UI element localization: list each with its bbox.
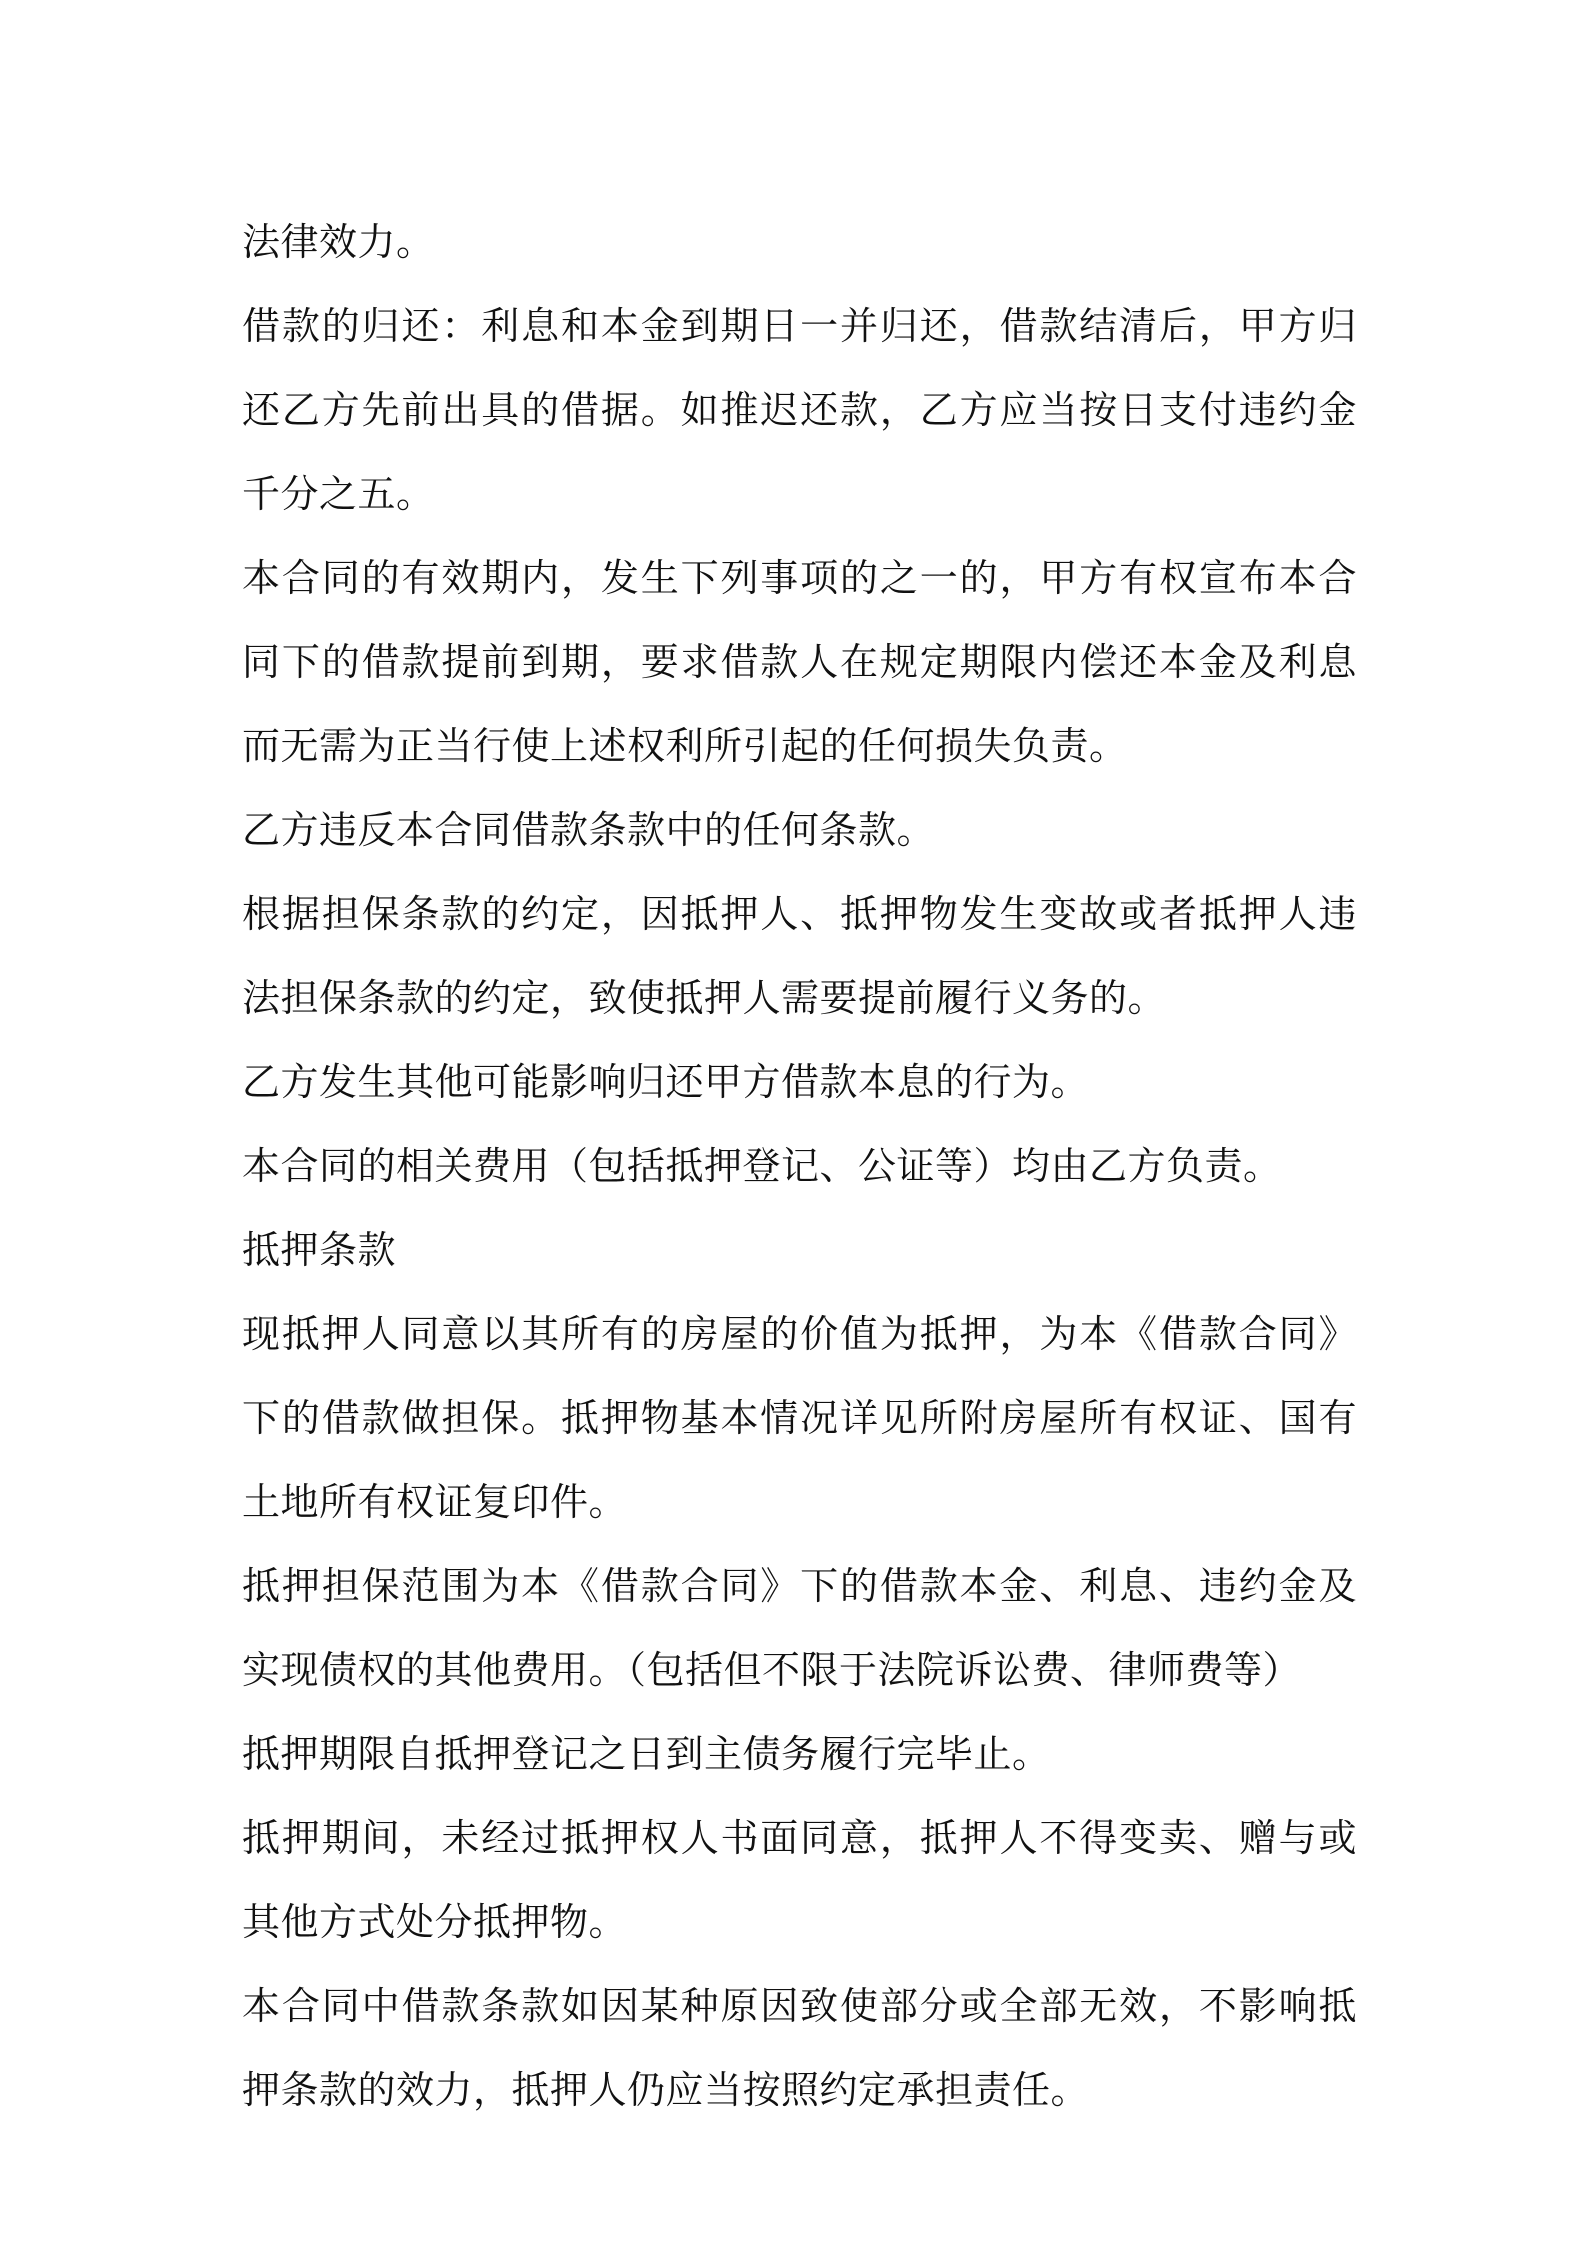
paragraph-related-fees: 本合同的相关费用（包括抵押登记、公证等）均由乙方负责。 bbox=[242, 1144, 1282, 1188]
document-body bbox=[242, 200, 1357, 2132]
paragraph-validity-clause: 本合同中借款条款如因某种原因致使部分或全部无效，不影响抵押条款的效力，抵押人仍应当按照约定承担责任。 bbox=[242, 1984, 1357, 2112]
paragraph-breach-of-loan-terms: 乙方违反本合同借款条款中的任何条款。 bbox=[242, 808, 936, 852]
paragraph-guarantee-change: 根据担保条款的约定，因抵押人、抵押物发生变故或者抵押人违法担保条款的约定，致使抵押人需要提前履行义务的。 bbox=[242, 892, 1357, 1020]
paragraph-mortgage-period-restriction: 抵押期间，未经过抵押权人书面同意，抵押人不得变卖、赠与或其他方式处分抵押物。 bbox=[242, 1816, 1357, 1944]
paragraph-early-maturity: 本合同的有效期内，发生下列事项的之一的，甲方有权宣布本合同下的借款提前到期，要求借款人在规定期限内偿还本金及利息而无需为正当行使上述权利所引起的任何损失负责。 bbox=[242, 556, 1357, 768]
paragraph-mortgage-consent: 现抵押人同意以其所有的房屋的价值为抵押，为本《借款合同》下的借款做担保。抵押物基本情况详见所附房屋所有权证、国有土地所有权证复印件。 bbox=[242, 1312, 1357, 1524]
paragraph-loan-repayment: 借款的归还：利息和本金到期日一并归还，借款结清后，甲方归还乙方先前出具的借据。如推迟还款，乙方应当按日支付违约金千分之五。 bbox=[242, 304, 1357, 516]
section-heading-mortgage-terms: 抵押条款 bbox=[242, 1228, 397, 1272]
paragraph-other-behavior: 乙方发生其他可能影响归还甲方借款本息的行为。 bbox=[242, 1060, 1090, 1104]
paragraph-legal-effect: 法律效力。 bbox=[242, 220, 435, 264]
paragraph-mortgage-term: 抵押期限自抵押登记之日到主债务履行完毕止。 bbox=[242, 1732, 1051, 1776]
paragraph-mortgage-scope: 抵押担保范围为本《借款合同》下的借款本金、利息、违约金及实现债权的其他费用。（包括但不限于法院诉讼费、律师费等） bbox=[242, 1564, 1357, 1692]
